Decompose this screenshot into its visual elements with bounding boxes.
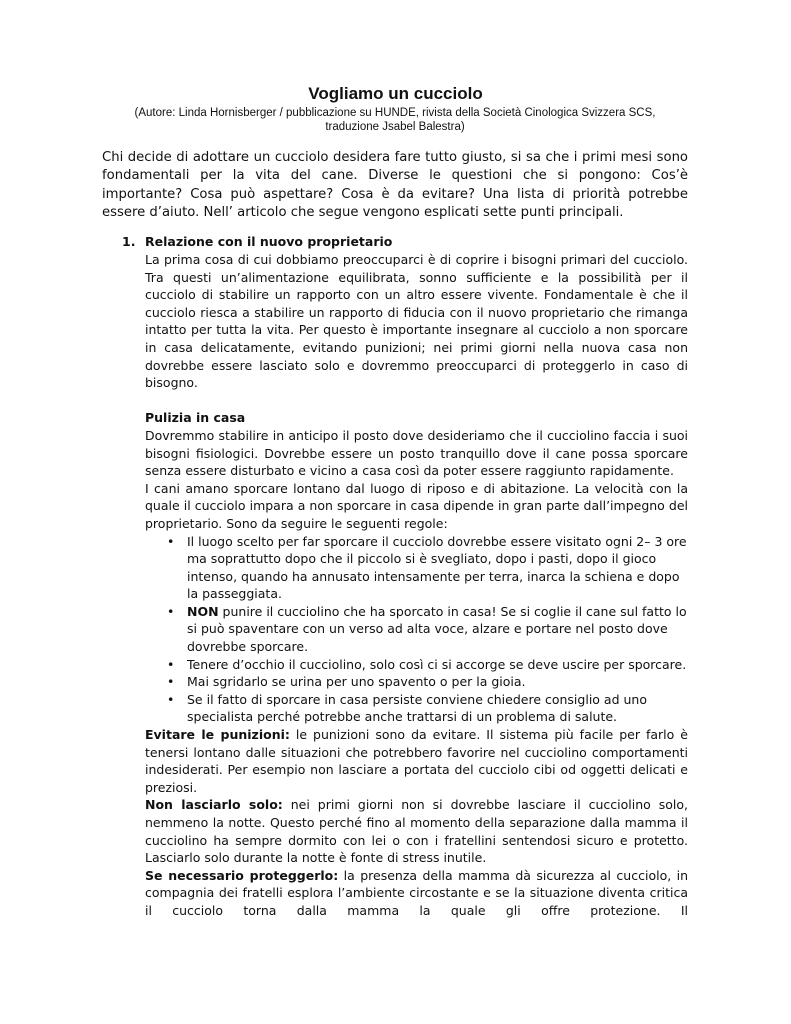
bullet-icon: •	[167, 533, 175, 549]
paragraph-lead: Evitare le punizioni:	[145, 727, 290, 743]
paragraph-solo	[145, 796, 688, 866]
section-number: 1.	[122, 234, 136, 249]
list-item	[167, 656, 688, 674]
section-paragraph: La prima cosa di cui dobbiamo preoccuparci è di coprire i bisogni primari del cucciolo. Tra questi un’alimentazione equilibrata, sonno sufficiente e la possibilità per il cucciolo di stabilire un rapporto con un altro essere vivente. Fondamentale è che il cucciolo riesca a stabilire un rapporto di fiducia con il nuovo proprietario che rimanga intatto per tutta la vita. Per questo è importante insegnare al cucciolo a non sporcare in casa delicatamente, evitando punizioni; nei primi giorni nella nuova casa non dovrebbe essere lasciato solo e dovremmo preoccuparci di proteggerlo in caso di bisogno.	[145, 252, 688, 391]
list-item-text: Mai sgridarlo se urina per uno spavento o per la gioia.	[187, 674, 526, 690]
paragraph-text: nei primi giorni non si dovrebbe lasciare il cucciolino solo, nemmeno la notte. Questo perché fino al momento della separazione dalla mamma il cucciolino ha sempre dormito con lei o con i fratellini sentendosi sicuro e protetto. Lasciarlo solo durante la notte è fonte di stress inutile.	[145, 797, 688, 866]
author-line-1: (Autore: Linda Hornisberger / pubblicazione su HUNDE, rivista della Società Cinologica Svizzera SCS,	[134, 107, 656, 119]
paragraph-lead: Se necessario proteggerlo:	[145, 867, 339, 883]
subsection-heading-pulizia: Pulizia in casa	[145, 410, 246, 426]
paragraph-proteggerlo	[145, 867, 688, 920]
bullet-icon: •	[167, 674, 175, 690]
paragraph-text: la presenza della mamma dà sicurezza al cucciolo, in compagnia dei fratelli esplora l’ambiente circostante e se la situazione diventa critica il cucciolo torna dalla mamma la quale gli offre protezione. Il	[145, 867, 688, 918]
section-heading: Relazione con il nuovo proprietario	[145, 234, 393, 249]
paragraph-text: le punizioni sono da evitare. Il sistema più facile per farlo è tenersi lontano dalle situazioni che potrebbero favorire nel cucciolino comportamenti indesiderati. Per esempio non lasciare a portata del cucciolo cibi od oggetti delicati e preziosi.	[145, 727, 688, 795]
list-item	[167, 673, 688, 691]
bullet-icon: •	[167, 656, 175, 672]
list-item-text: punire il cucciolino che ha sporcato in casa! Se si coglie il cane sul fatto lo si può spaventare con un verso ad alta voce, alzare e portare nel posto dove dovrebbe sporcare.	[187, 603, 687, 655]
document-title: Vogliamo un cucciolo	[308, 84, 483, 103]
intro-paragraph: Chi decide di adottare un cucciolo desidera fare tutto giusto, si sa che i primi mesi sono fondamentali per la vita del cane. Diverse le questioni che si pongono: Cos’è importante? Cosa può aspettare? Cosa è da evitare? Una lista di priorità potrebbe essere d’aiuto. Nell’ articolo che segue vengono esplicati sette punti principali.	[102, 150, 688, 221]
pulizia-paragraph-1: Dovremmo stabilire in anticipo il posto dove desideriamo che il cucciolino faccia i suoi bisogni fisiologici. Dovrebbe essere un posto tranquillo dove il cane possa sporcare senza essere disturbato e vicino a casa così da poter essere raggiunto rapidamente.	[145, 427, 688, 479]
bullet-icon: •	[167, 603, 175, 619]
rules-list	[145, 533, 688, 727]
pulizia-paragraph-2: I cani amano sporcare lontano dal luogo di riposo e di abitazione. La velocità con la quale il cucciolo impara a non sporcare in casa dipende in gran parte dall’impegno del proprietario. Sono da seguire le seguenti regole:	[145, 480, 688, 531]
list-item-text: Tenere d’occhio il cucciolino, solo così ci si accorge se deve uscire per sporcare.	[187, 656, 687, 672]
author-credits	[100, 106, 690, 134]
list-item-text: Il luogo scelto per far sporcare il cucciolo dovrebbe essere visitato ogni 2– 3 ore ma soprattutto dopo che il piccolo si è svegliato, dopo i pasti, dopo il gioco intenso, quando ha annusato intensamente per terra, inarca la schiena e dopo la passeggiata.	[187, 533, 687, 602]
bullet-icon: •	[167, 691, 175, 707]
paragraph-lead: Non lasciarlo solo:	[145, 797, 283, 813]
list-item	[167, 691, 688, 726]
list-item	[167, 603, 688, 656]
author-line-2: traduzione Jsabel Balestra)	[325, 121, 465, 133]
list-item	[167, 533, 688, 603]
section-body	[145, 251, 688, 920]
list-item-emphasis: NON	[187, 603, 219, 619]
list-item-text: Se il fatto di sporcare in casa persiste conviene chiedere consiglio ad uno specialista perché potrebbe anche trattarsi di un problema di salute.	[187, 691, 647, 725]
paragraph-evitare	[145, 726, 688, 796]
